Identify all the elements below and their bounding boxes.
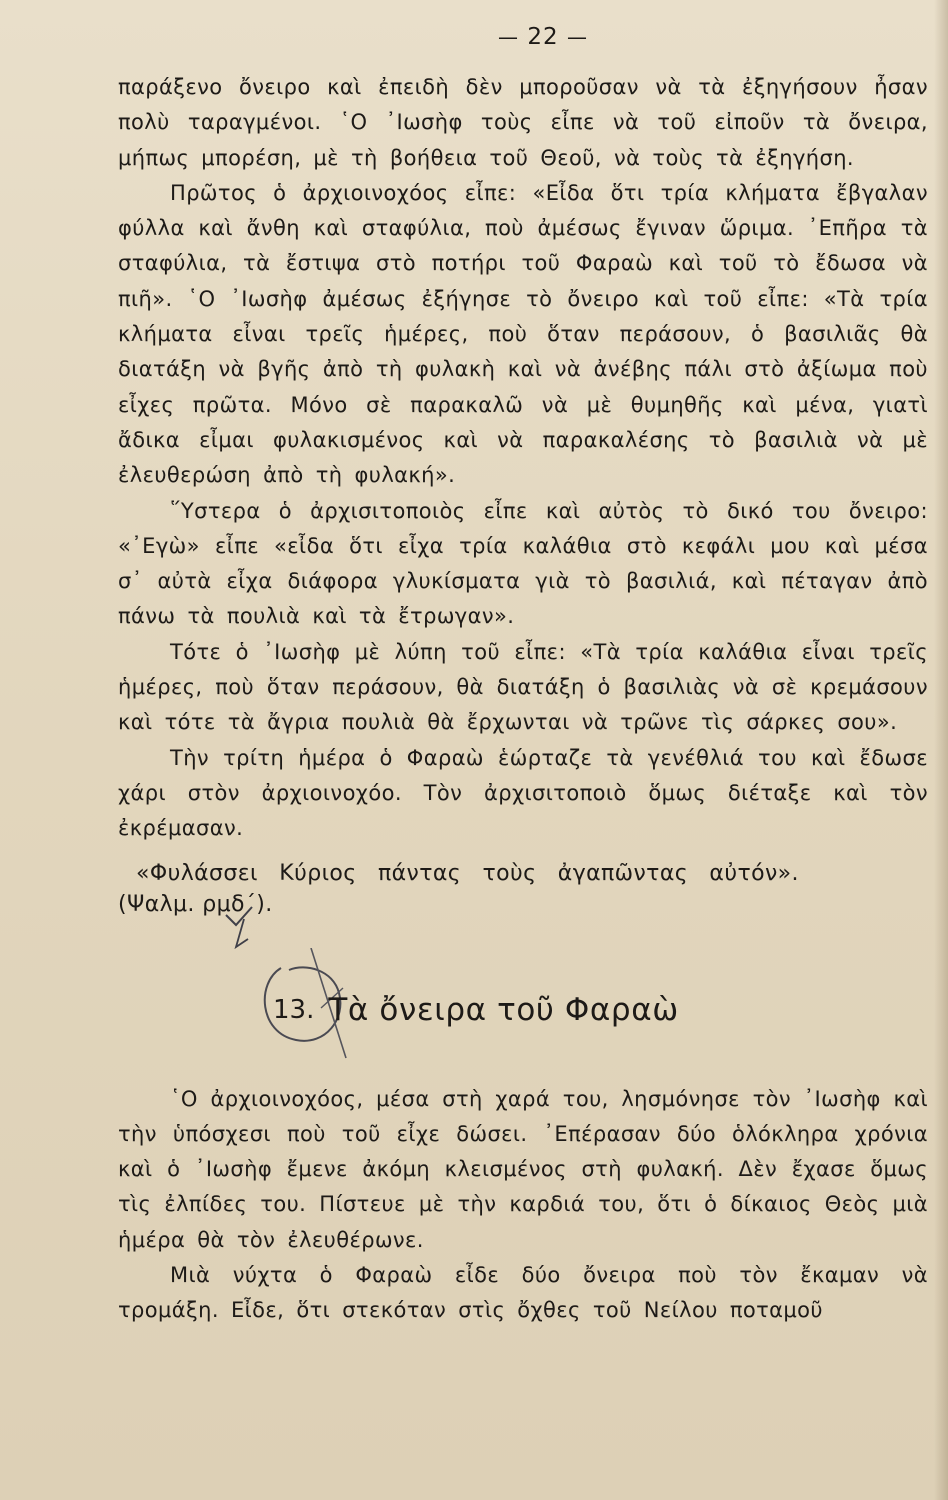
paragraph-7: Μιὰ νύχτα ὁ Φαραὼ εἶδε δύο ὄνειρα ποὺ τὸν ἔκαμαν νὰ τρομάξη. Εἶδε, ὅτι στεκόταν στὶς ὄχθες τοῦ Νείλου ποταμοῦ [118, 1263, 928, 1323]
page-number-line [158, 24, 928, 50]
dash-left: — [498, 25, 520, 49]
paragraph-1: παράξενο ὄνειρο καὶ ἐπειδὴ δὲν μποροῦσαν νὰ τὰ ἐξηγήσουν ἦσαν πολὺ ταραγμένοι. ῾Ο ᾿Ιωσὴφ τοὺς εἶπε νὰ τοῦ εἰποῦν τὰ ὄνειρα, μήπως μπορέση, μὲ τὴ βοήθεια τοῦ Θεοῦ, νὰ τοὺς τὰ ἐξηγήση. [118, 75, 928, 170]
paragraph-3: ῞Υστερα ὁ ἀρχισιτοποιὸς εἶπε καὶ αὐτὸς τὸ δικό του ὄνειρο: «᾿Εγὼ» εἶπε «εἶδα ὅτι εἶχα τρία καλάθια στὸ κεφάλι μου καὶ μέσα σ᾿ αὐτὰ εἶχα διάφορα γλυκίσματα γιὰ τὸ βασιλιά, καὶ πέταγαν ἀπὸ πάνω τὰ πουλιὰ καὶ τὰ ἔτρωγαν». [118, 498, 928, 629]
paragraph-6: ῾Ο ἀρχιοινοχόος, μέσα στὴ χαρά του, λησμόνησε τὸν ᾿Ιωσὴφ καὶ τὴν ὑπόσχεσι ποὺ τοῦ εἶχε δώσει. ᾿Επέρασαν δύο ὁλόκληρα χρόνια καὶ ὁ ᾿Ιωσὴφ ἔμενε ἀκόμη κλεισμένος στὴ φυλακή. Δὲν ἔχασε ὅμως τὶς ἐλπίδες του. Πίστευε μὲ τὴν καρδιά του, ὅτι ὁ δίκαιος Θεὸς μιὰ ἡμέρα θὰ τὸν ἐλευθέρωνε. [118, 1086, 928, 1252]
psalm-quote: «Φυλάσσει Κύριος πάντας τοὺς ἀγαπῶντας αὐτόν». [136, 860, 799, 886]
dash-right: — [566, 25, 588, 49]
psalm-reference: (Ψαλμ. ρμδ΄). [118, 891, 273, 917]
chapter-heading [273, 980, 928, 1040]
chapter-number: 13. [273, 994, 315, 1025]
chapter-title: Τὰ ὄνειρα τοῦ Φαραὼ [328, 991, 679, 1028]
paragraph-5: Τὴν τρίτη ἡμέρα ὁ Φαραὼ ἑώρταζε τὰ γενέθλιά του καὶ ἔδωσε χάρι στὸν ἀρχιοινοχόο. Τὸν ἀρχισιτοποιὸ ὅμως διέταξε καὶ τὸν ἐκρέμασαν. [118, 745, 928, 841]
page-edge-shadow [934, 0, 948, 1500]
page-number: 22 [527, 24, 559, 50]
paragraph-2: Πρῶτος ὁ ἀρχιοινοχόος εἶπε: «Εἶδα ὅτι τρία κλήματα ἔβγαλαν φύλλα καὶ ἄνθη καὶ σταφύλια, ποὺ ἀμέσως ἔγιναν ὥριμα. ᾿Επῆρα τὰ σταφύλια, τὰ ἔστιψα στὸ ποτήρι τοῦ Φαραὼ καὶ τοῦ τὸ ἔδωσα νὰ πιῆ». ῾Ο ᾿Ιωσὴφ ἀμέσως ἐξήγησε τὸ ὄνειρο καὶ τοῦ εἶπε: «Τὰ τρία κλήματα εἶναι τρεῖς ἡμέρες, ποὺ ὅταν περάσουν, ὁ βασιλιᾶς θὰ διατάξη νὰ βγῆς ἀπὸ τὴ φυλακὴ καὶ νὰ ἀνέβης πάλι στὸ ἀξίωμα ποὺ εἶχες πρῶτα. Μόνο σὲ παρακαλῶ νὰ μὲ θυμηθῆς καὶ μένα, γιατὶ ἄδικα εἶμαι φυλακισμένος καὶ νὰ παρακαλέσης τὸ βασιλιὰ νὰ μὲ ἐλευθερώση ἀπὸ τὴ φυλακή». [118, 180, 928, 488]
paragraph-4: Τότε ὁ ᾿Ιωσὴφ μὲ λύπη τοῦ εἶπε: «Τὰ τρία καλάθια εἶναι τρεῖς ἡμέρες, ποὺ ὅταν περάσουν, θὰ διατάξη ὁ βασιλιὰς νὰ σὲ κρεμάσουν καὶ τότε τὰ ἄγρια πουλιὰ θὰ ἔρχωνται νὰ τρῶνε τὶς σάρκες σου». [118, 639, 928, 735]
